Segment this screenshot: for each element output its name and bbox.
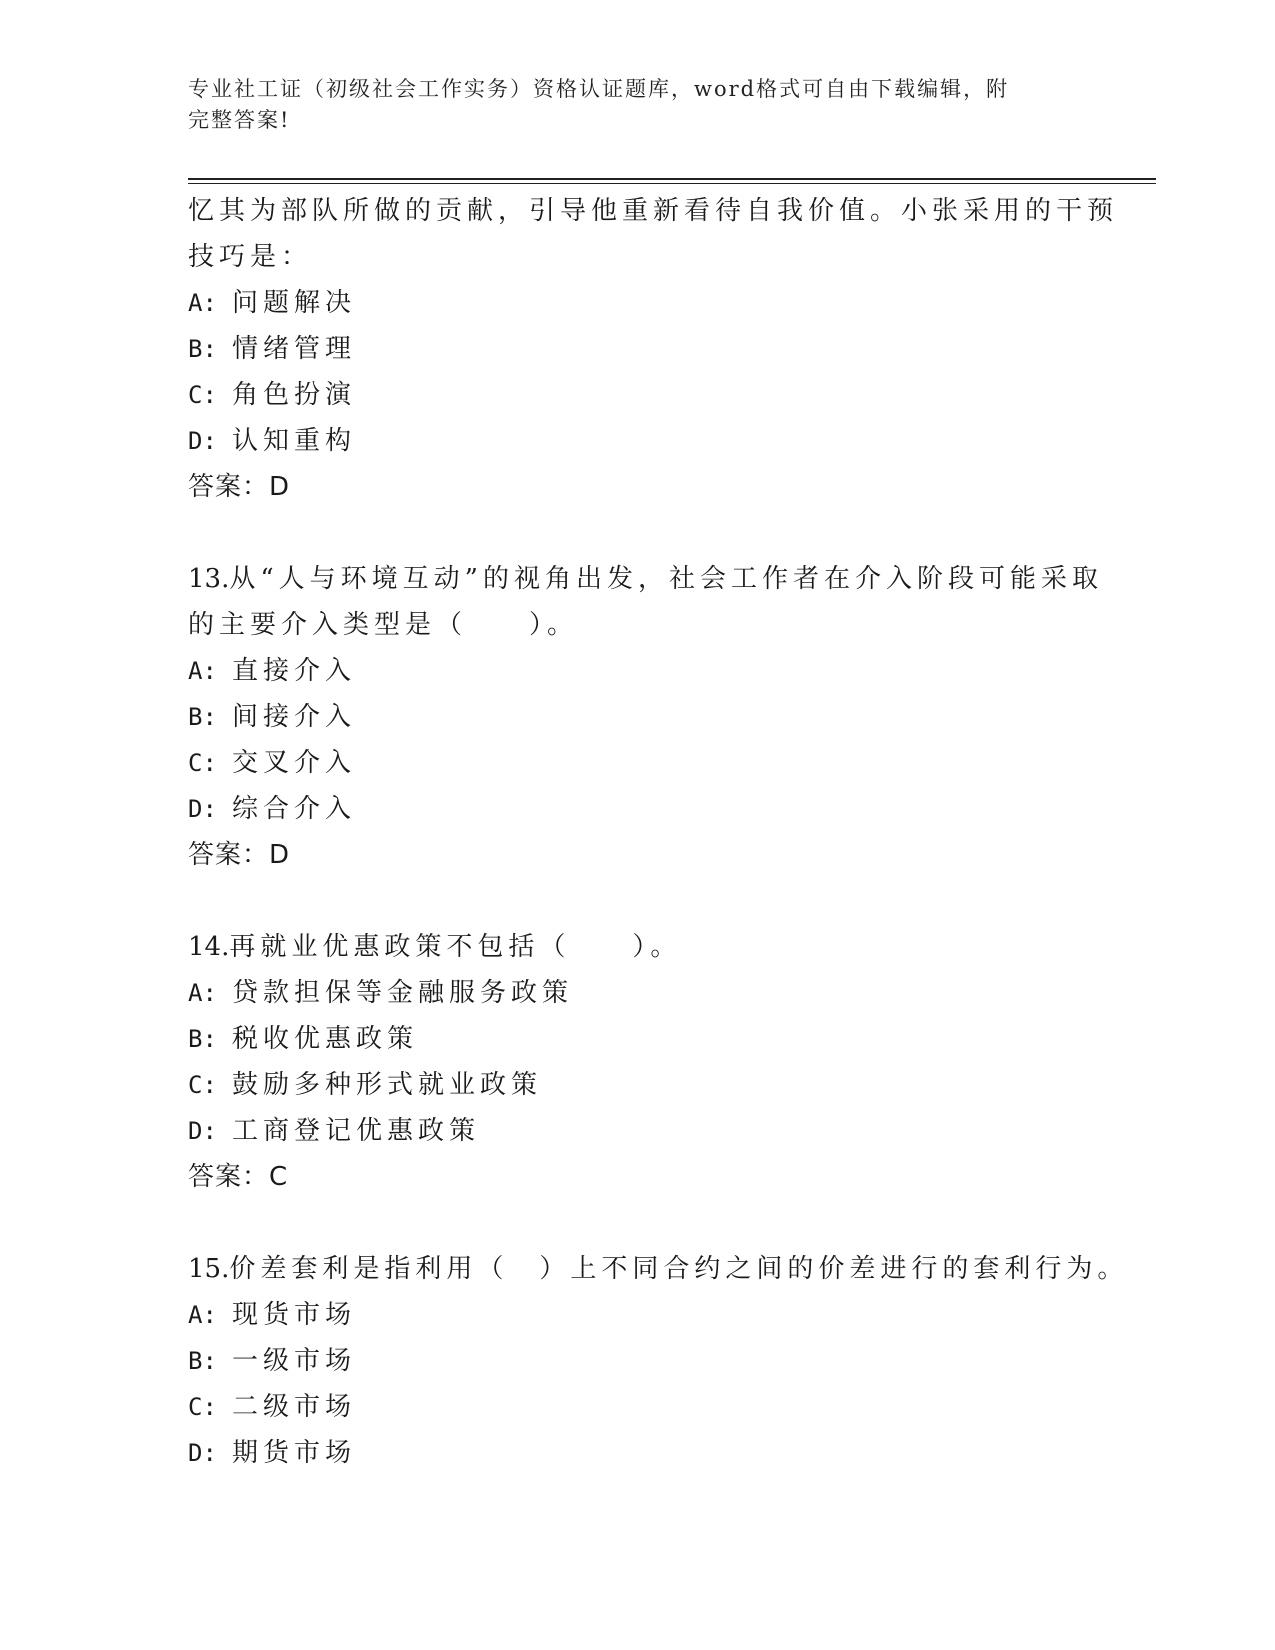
option-a: [188, 970, 1088, 1016]
option-text: 间接介入: [232, 702, 357, 732]
option-a: [188, 648, 1088, 694]
option-text: 综合介入: [232, 794, 357, 824]
option-text: 情绪管理: [232, 334, 357, 364]
question-stem-line: 忆其为部队所做的贡献，引导他重新看待自我价值。小张采用的干预: [188, 196, 1119, 226]
question-stem-line: 的主要介入类型是（ ）。: [188, 610, 579, 640]
option-text: 期货市场: [232, 1438, 357, 1468]
question-14: [188, 924, 1088, 1200]
option-key: B:: [188, 1347, 217, 1375]
option-text: 交叉介入: [232, 748, 357, 778]
option-b: [188, 1338, 1088, 1384]
option-key: A:: [188, 979, 217, 1007]
question-gap: [188, 510, 1088, 556]
option-key: D:: [188, 427, 217, 455]
option-b: [188, 326, 1088, 372]
question-stem-line: 技巧是：: [188, 242, 313, 272]
option-text: 直接介入: [232, 656, 357, 686]
option-text: 现货市场: [232, 1300, 357, 1330]
option-text: 认知重构: [232, 426, 357, 456]
option-d: [188, 418, 1088, 464]
option-key: C:: [188, 381, 217, 409]
question-number: 13.: [188, 564, 230, 594]
option-d: [188, 1430, 1088, 1476]
question-content: [188, 188, 1129, 1476]
question-stem-text: 从“人与环境互动”的视角出发，社会工作者在介入阶段可能采取: [229, 564, 1103, 594]
option-key: B:: [188, 1025, 217, 1053]
option-c: [188, 740, 1088, 786]
header-rule-thick: [188, 178, 1156, 180]
header-rule-thin: [188, 183, 1156, 184]
question-15: [188, 1246, 1129, 1476]
option-key: A:: [188, 1301, 217, 1329]
option-c: [188, 1062, 1088, 1108]
option-key: C:: [188, 749, 217, 777]
option-text: 工商登记优惠政策: [232, 1116, 481, 1146]
option-a: [188, 280, 1088, 326]
option-key: B:: [188, 335, 217, 363]
option-a: [188, 1292, 1088, 1338]
question-gap: [188, 1200, 1088, 1246]
option-key: D:: [188, 1117, 217, 1145]
option-text: 鼓励多种形式就业政策: [232, 1070, 543, 1100]
question-stem-line: [188, 556, 1103, 602]
option-b: [188, 694, 1088, 740]
page-header: [188, 74, 1068, 136]
option-key: B:: [188, 703, 217, 731]
header-line-2: 完整答案!: [188, 108, 291, 132]
option-d: [188, 1108, 1088, 1154]
question-number: 14.: [188, 932, 230, 962]
question-stem-line: [188, 924, 1088, 970]
option-text: 问题解决: [232, 288, 357, 318]
option-text: 税收优惠政策: [232, 1024, 419, 1054]
option-text: 一级市场: [232, 1346, 357, 1376]
option-c: [188, 1384, 1088, 1430]
option-c: [188, 372, 1088, 418]
option-text: 角色扮演: [232, 380, 357, 410]
option-key: A:: [188, 289, 217, 317]
option-key: C:: [188, 1071, 217, 1099]
answer-line: 答案：C: [188, 1162, 289, 1192]
question-stem-line: [188, 1246, 1129, 1292]
option-key: D:: [188, 1439, 217, 1467]
option-key: A:: [188, 657, 217, 685]
question-gap: [188, 878, 1088, 924]
option-text: 贷款担保等金融服务政策: [232, 978, 574, 1008]
answer-line: 答案：D: [188, 840, 291, 870]
option-d: [188, 786, 1088, 832]
question-12: [188, 188, 1119, 510]
question-number: 15.: [188, 1254, 230, 1284]
header-line-1: 专业社工证（初级社会工作实务）资格认证题库，word格式可自由下载编辑，附: [188, 77, 1010, 101]
question-stem-text: 再就业优惠政策不包括（ ）。: [229, 932, 682, 962]
question-13: [188, 556, 1103, 878]
option-b: [188, 1016, 1088, 1062]
option-key: D:: [188, 795, 217, 823]
answer-line: 答案：D: [188, 472, 291, 502]
question-stem-text: 价差套利是指利用（ ）上不同合约之间的价差进行的套利行为。: [229, 1254, 1129, 1284]
option-key: C:: [188, 1393, 217, 1421]
option-text: 二级市场: [232, 1392, 357, 1422]
